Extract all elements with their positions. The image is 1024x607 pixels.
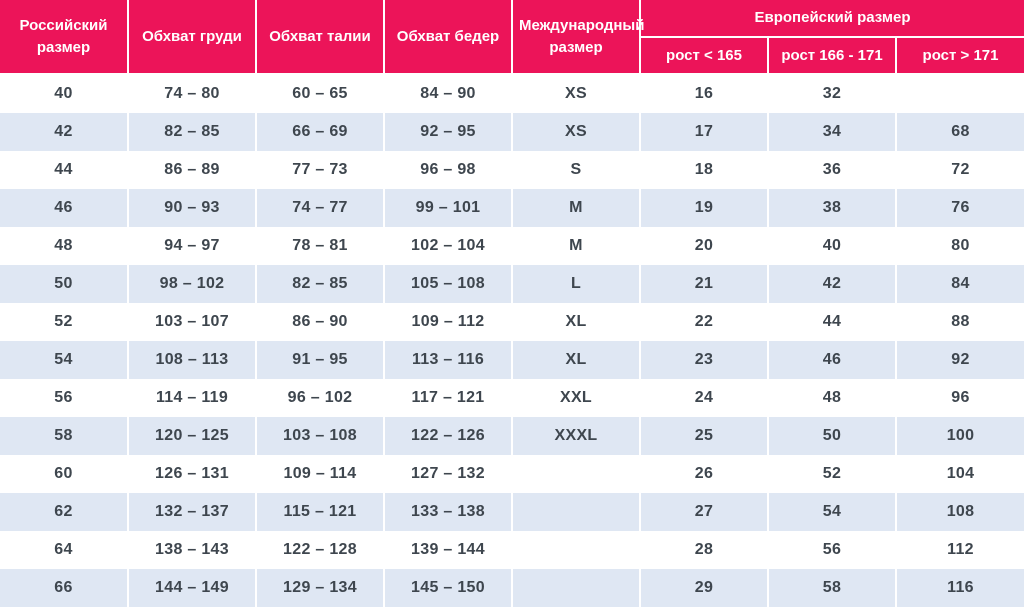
cell: 112 — [896, 531, 1024, 569]
cell: 113 – 116 — [384, 341, 512, 379]
cell: 99 – 101 — [384, 189, 512, 227]
column-header-hips: Обхват бедер — [384, 0, 512, 74]
cell: 114 – 119 — [128, 379, 256, 417]
cell: 40 — [0, 74, 128, 113]
cell: 139 – 144 — [384, 531, 512, 569]
cell: 144 – 149 — [128, 569, 256, 607]
table-row — [0, 417, 1024, 455]
cell: 94 – 97 — [128, 227, 256, 265]
cell: 54 — [0, 341, 128, 379]
table-body — [0, 74, 1024, 607]
cell: M — [512, 189, 640, 227]
column-header-russian-size: Российский размер — [0, 0, 128, 74]
column-header-waist: Обхват талии — [256, 0, 384, 74]
cell: 21 — [640, 265, 768, 303]
cell: 50 — [0, 265, 128, 303]
table-row — [0, 74, 1024, 113]
cell: 44 — [0, 151, 128, 189]
cell: 48 — [768, 379, 896, 417]
cell: 92 – 95 — [384, 113, 512, 151]
cell: 48 — [0, 227, 128, 265]
cell: 84 — [896, 265, 1024, 303]
column-header-chest: Обхват груди — [128, 0, 256, 74]
cell — [896, 74, 1024, 113]
cell: 62 — [0, 493, 128, 531]
cell: 109 – 112 — [384, 303, 512, 341]
cell: 84 – 90 — [384, 74, 512, 113]
cell: 92 — [896, 341, 1024, 379]
cell: 50 — [768, 417, 896, 455]
cell: 23 — [640, 341, 768, 379]
cell: S — [512, 151, 640, 189]
cell: 42 — [768, 265, 896, 303]
cell: XS — [512, 113, 640, 151]
cell: 103 – 108 — [256, 417, 384, 455]
cell: 102 – 104 — [384, 227, 512, 265]
cell: 117 – 121 — [384, 379, 512, 417]
cell — [512, 531, 640, 569]
cell: 32 — [768, 74, 896, 113]
table-row — [0, 265, 1024, 303]
cell: 100 — [896, 417, 1024, 455]
cell: 108 — [896, 493, 1024, 531]
cell: XL — [512, 341, 640, 379]
cell: 66 – 69 — [256, 113, 384, 151]
cell: 18 — [640, 151, 768, 189]
cell: 29 — [640, 569, 768, 607]
cell: 56 — [0, 379, 128, 417]
cell: 72 — [896, 151, 1024, 189]
cell: 58 — [0, 417, 128, 455]
cell: 116 — [896, 569, 1024, 607]
cell: 52 — [0, 303, 128, 341]
cell: 109 – 114 — [256, 455, 384, 493]
table-row — [0, 341, 1024, 379]
cell: 58 — [768, 569, 896, 607]
table-row — [0, 227, 1024, 265]
column-header-height-lt-165: рост < 165 — [640, 37, 768, 74]
cell: 22 — [640, 303, 768, 341]
cell: 28 — [640, 531, 768, 569]
cell: 19 — [640, 189, 768, 227]
cell: 52 — [768, 455, 896, 493]
cell: XL — [512, 303, 640, 341]
cell: 103 – 107 — [128, 303, 256, 341]
cell: 42 — [0, 113, 128, 151]
cell: 77 – 73 — [256, 151, 384, 189]
cell: 96 — [896, 379, 1024, 417]
cell: 133 – 138 — [384, 493, 512, 531]
cell: 54 — [768, 493, 896, 531]
column-header-international-size: Международный размер — [512, 0, 640, 74]
cell: 127 – 132 — [384, 455, 512, 493]
column-header-height-166-171: рост 166 - 171 — [768, 37, 896, 74]
cell: 108 – 113 — [128, 341, 256, 379]
table-row — [0, 569, 1024, 607]
table-row — [0, 455, 1024, 493]
cell: 115 – 121 — [256, 493, 384, 531]
cell: 122 – 126 — [384, 417, 512, 455]
cell: 138 – 143 — [128, 531, 256, 569]
cell: 17 — [640, 113, 768, 151]
cell: 40 — [768, 227, 896, 265]
cell: 86 – 89 — [128, 151, 256, 189]
cell: XS — [512, 74, 640, 113]
cell: 38 — [768, 189, 896, 227]
cell: 96 – 102 — [256, 379, 384, 417]
cell: 34 — [768, 113, 896, 151]
cell: 26 — [640, 455, 768, 493]
cell: XXL — [512, 379, 640, 417]
column-header-height-gt-171: рост > 171 — [896, 37, 1024, 74]
column-group-european-size: Европейский размер — [640, 0, 1024, 37]
cell: 44 — [768, 303, 896, 341]
cell: 129 – 134 — [256, 569, 384, 607]
cell: 27 — [640, 493, 768, 531]
cell: 46 — [0, 189, 128, 227]
cell: 91 – 95 — [256, 341, 384, 379]
cell: 64 — [0, 531, 128, 569]
cell: 74 – 77 — [256, 189, 384, 227]
cell: 82 – 85 — [128, 113, 256, 151]
cell: 145 – 150 — [384, 569, 512, 607]
table-row — [0, 379, 1024, 417]
cell: 20 — [640, 227, 768, 265]
cell: 60 — [0, 455, 128, 493]
cell: 16 — [640, 74, 768, 113]
cell: 126 – 131 — [128, 455, 256, 493]
table-row — [0, 531, 1024, 569]
cell: XXXL — [512, 417, 640, 455]
cell — [512, 493, 640, 531]
cell: 60 – 65 — [256, 74, 384, 113]
table-header — [0, 0, 1024, 74]
cell: M — [512, 227, 640, 265]
cell: 122 – 128 — [256, 531, 384, 569]
cell: 46 — [768, 341, 896, 379]
table-row — [0, 113, 1024, 151]
header-row-main — [0, 0, 1024, 37]
cell: 82 – 85 — [256, 265, 384, 303]
table-row — [0, 303, 1024, 341]
cell — [512, 455, 640, 493]
cell: 74 – 80 — [128, 74, 256, 113]
cell — [512, 569, 640, 607]
cell: 24 — [640, 379, 768, 417]
cell: 66 — [0, 569, 128, 607]
cell: 80 — [896, 227, 1024, 265]
cell: 120 – 125 — [128, 417, 256, 455]
cell: 90 – 93 — [128, 189, 256, 227]
cell: 132 – 137 — [128, 493, 256, 531]
table-row — [0, 151, 1024, 189]
cell: 96 – 98 — [384, 151, 512, 189]
cell: L — [512, 265, 640, 303]
cell: 56 — [768, 531, 896, 569]
cell: 104 — [896, 455, 1024, 493]
cell: 36 — [768, 151, 896, 189]
cell: 78 – 81 — [256, 227, 384, 265]
cell: 105 – 108 — [384, 265, 512, 303]
table-row — [0, 493, 1024, 531]
cell: 25 — [640, 417, 768, 455]
cell: 68 — [896, 113, 1024, 151]
cell: 98 – 102 — [128, 265, 256, 303]
cell: 76 — [896, 189, 1024, 227]
table-row — [0, 189, 1024, 227]
cell: 88 — [896, 303, 1024, 341]
cell: 86 – 90 — [256, 303, 384, 341]
